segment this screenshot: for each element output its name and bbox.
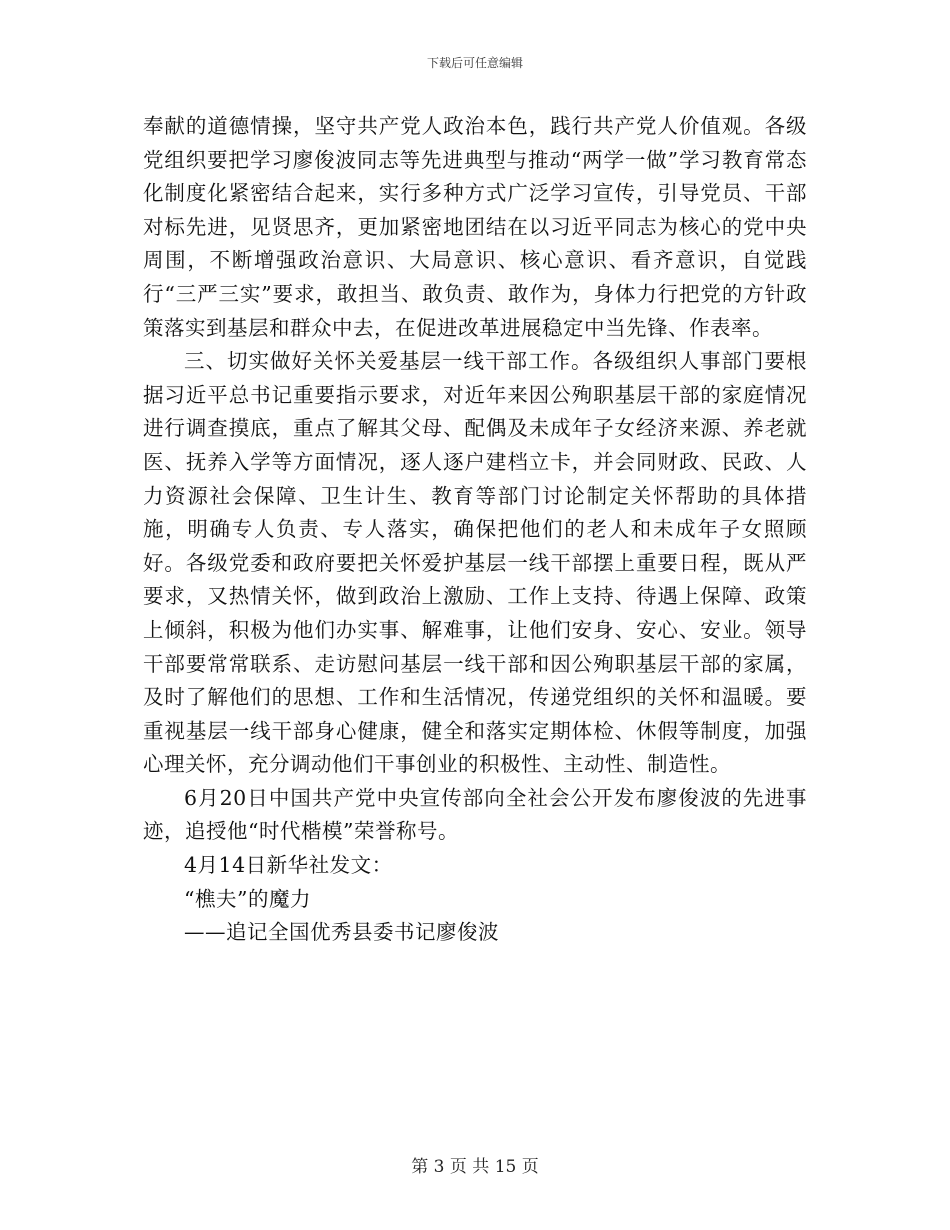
article-subtitle: ——追记全国优秀县委书记廖俊波 xyxy=(184,920,499,945)
page-header: 下载后可任意编辑 xyxy=(426,56,523,70)
paragraph-1: 奉献的道德情操，坚守共产党人政治本色，践行共产党人价值观。各级党组织要把学习廖俊波同志等先进典型与推动“两学一做”学习教育常态化制度化紧密结合起来，实行多种方式广泛学习宣传，引导党员、干部对标先进，见贤思齐，更加紧密地团结在以习近平同志为核心的党中央周围，不断增强政治意识、大局意识、核心意识、看齐意识，自觉践行“三严三实”要求，敢担当、敢负责、敢作为，身体力行把党的方针政策落实到基层和群众中去，在促进改革进展稳定中当先锋、作表率。 xyxy=(143,114,807,340)
paragraph-2: 三、切实做好关怀关爱基层一线干部工作。各级组织人事部门要根据习近平总书记重要指示要求，对近年来因公殉职基层干部的家庭情况进行调查摸底，重点了解其父母、配偶及未成年子女经济来源、养老就医、抚养入学等方面情况，逐人逐户建档立卡，并会同财政、民政、人力资源社会保障、卫生计生、教育等部门讨论制定关怀帮助的具体措施，明确专人负责、专人落实，确保把他们的老人和未成年子女照顾好。各级党委和政府要把关怀爱护基层一线干部摆上重要日程，既从严要求，又热情关怀，做到政治上激励、工作上支持、待遇上保障、政策上倾斜，积极为他们办实事、解难事，让他们安身、安心、安业。领导干部要常常联系、走访慰问基层一线干部和因公殉职基层干部的家属，及时了解他们的思想、工作和生活情况，传递党组织的关怀和温暖。要重视基层一线干部身心健康，健全和落实定期体检、休假等制度，加强心理关怀，充分调动他们干事创业的积极性、主动性、制造性。 xyxy=(143,349,807,777)
document-body xyxy=(143,110,807,950)
page-footer: 第 3 页 共 15 页 xyxy=(411,1157,539,1177)
article-title: “樵夫”的魔力 xyxy=(184,886,311,911)
paragraph-3: 6月20日中国共产党中央宣传部向全社会公开发布廖俊波的先进事迹，追授他“时代楷模”荣誉称号。 xyxy=(143,785,807,844)
paragraph-4: 4月14日新华社发文： xyxy=(184,853,393,878)
